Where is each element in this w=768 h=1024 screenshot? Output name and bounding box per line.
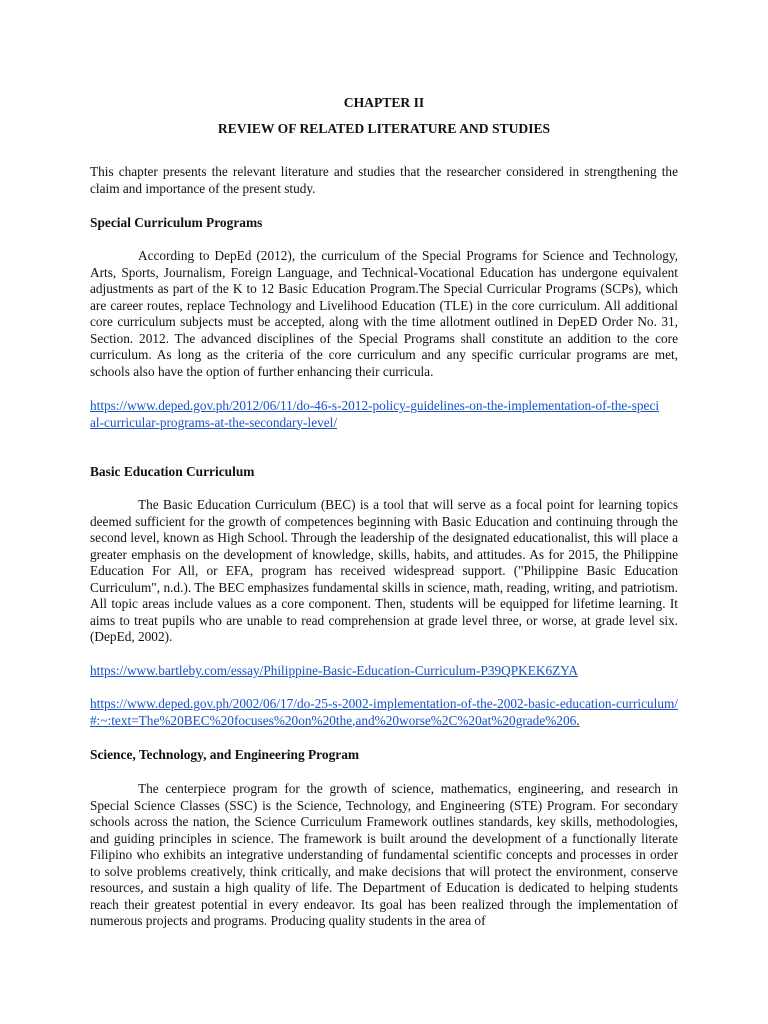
intro-paragraph: This chapter presents the relevant literature and studies that the researcher considered in strengthening the claim and importance of the present study. [90, 164, 678, 196]
section-paragraph-ste-program: The centerpiece program for the growth of science, mathematics, engineering, and research in Special Science Classes (SSC) is the Science, Technology, and Engineering (STE) Program. For secondary schools across the nation, the Science Curriculum Framework outlines standards, key skills, methodologies, and guiding principles in science. The framework is built around the development of a functionally literate Filipino who exhibits an integrative understanding of fundamental scientific concepts and processes in order to solve problems creatively, think critically, and make decisions that will protect the environment, conserve resources, and sustain a high quality of life. The Department of Education is dedicated to helping students reach their greatest potential in every endeavor. Its goal has been realized through the implementation of numerous projects and programs. Producing quality students in the area of [90, 781, 678, 928]
document-page [90, 0, 678, 1024]
reference-link-deped-2002[interactable]: https://www.deped.gov.ph/2002/06/17/do-25-s-2002-implementation-of-the-2002-basic-education-curriculum/#:~:text=The%20BEC%20focuses%20on%20the,and%20worse%2C%20at%20grade%206. [90, 696, 679, 728]
chapter-title: CHAPTER II [343, 95, 425, 110]
section-heading-basic-education: Basic Education Curriculum [90, 464, 255, 479]
section-heading-special-curriculum: Special Curriculum Programs [90, 215, 263, 230]
section-paragraph-special-curriculum: According to DepEd (2012), the curriculum of the Special Programs for Science and Technology, Arts, Sports, Journalism, Foreign Language, and Technical-Vocational Education has undergone equivalent adjustments as part of the K to 12 Basic Education Program.The Special Curricular Programs (SCPs), which are career routes, replace Technology and Livelihood Education (TLE) in the core curriculum. All additional core curriculum subjects must be accepted, along with the time allotment outlined in DepED Order No. 31, Section. 2012. The advanced disciplines of the Special Programs shall constitute an addition to the core curriculum. As long as the criteria of the core curriculum and any specific curricular programs are met, schools also have the option of further enhancing their curricula. [90, 248, 678, 379]
section-heading-ste-program: Science, Technology, and Engineering Program [90, 747, 360, 762]
section-paragraph-basic-education: The Basic Education Curriculum (BEC) is a tool that will serve as a focal point for learning topics deemed sufficient for the growth of competences beginning with Basic Education and continuing through the second level, known as High School. Through the leadership of the designated educationalist, this will place a greater emphasis on the development of knowledge, skills, habits, and attitudes. As for 2015, the Philippine Education For All, or EFA, program has received widespread support. ("Philippine Basic Education Curriculum", n.d.). The BEC emphasizes fundamental skills in science, math, reading, writing, and patriotism. All topic areas include values as a core component. Then, students will be equipped for lifetime learning. It aims to treat pupils who are unable to read comprehension at grade level three, or worse, at grade level six. (DepEd, 2002). [90, 497, 678, 644]
chapter-subtitle: REVIEW OF RELATED LITERATURE AND STUDIES [217, 121, 551, 136]
reference-link-bartleby[interactable]: https://www.bartleby.com/essay/Philippine-Basic-Education-Curriculum-P39QPKEK6ZYA [90, 663, 578, 678]
reference-link-deped-2012[interactable]: https://www.deped.gov.ph/2012/06/11/do-46-s-2012-policy-guidelines-on-the-implementation-of-the-special-curricular-programs-at-the-secondary-level/ [90, 398, 660, 430]
